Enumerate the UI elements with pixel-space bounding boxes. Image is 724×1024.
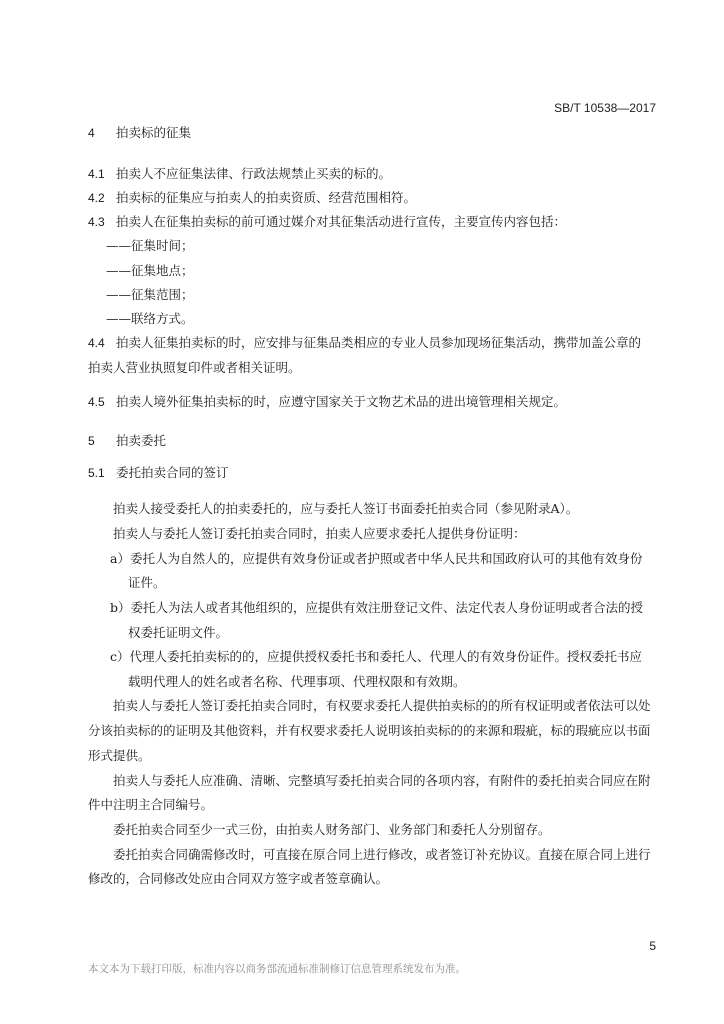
- section-title: 拍卖标的征集: [116, 125, 192, 140]
- section-number: 5: [88, 434, 95, 448]
- list-item: ——征集地点；: [106, 263, 194, 278]
- paragraph-line: 拍卖人接受委托人的拍卖委托的，应与委托人签订书面委托拍卖合同（参见附录A）。: [113, 501, 579, 516]
- list-item-b-continued: 权委托证明文件。: [128, 625, 229, 640]
- paragraph-line: 委托拍卖合同至少一式三份，由拍卖人财务部门、业务部门和委托人分别留存。: [113, 822, 551, 837]
- paragraph-line: 修改的，合同修改处应由合同双方签字或者签章确认。: [88, 871, 389, 886]
- clause-number: 4.5: [88, 395, 105, 409]
- paragraph-line: 拍卖人与委托人应准确、清晰、完整填写委托拍卖合同的各项内容，有附件的委托拍卖合同应在附: [113, 773, 651, 788]
- clause-4-4: [88, 333, 641, 351]
- list-item-a: a）委托人为自然人的，应提供有效身份证或者护照或者中华人民共和国政府认可的其他有效身份: [110, 551, 643, 566]
- clause-text: 拍卖人不应征集法律、行政法规禁止买卖的标的。: [116, 166, 392, 181]
- section-title: 拍卖委托: [116, 433, 167, 448]
- clause-4-5: [88, 392, 566, 410]
- list-item: ——联络方式。: [106, 311, 194, 326]
- clause-number: 4.2: [88, 191, 105, 205]
- list-item-c: c）代理人委托拍卖标的的，应提供授权委托书和委托人、代理人的有效身份证件。授权委托书应: [110, 649, 643, 664]
- clause-text: 拍卖人境外征集拍卖标的时，应遵守国家关于文物艺术品的进出境管理相关规定。: [116, 394, 567, 409]
- subsection-5-1-heading: [88, 463, 229, 481]
- footer-note: 本文本为下载打印版，标准内容以商务部流通标准制修订信息管理系统发布为准。: [88, 963, 466, 975]
- paragraph-line: 委托拍卖合同确需修改时，可直接在原合同上进行修改，或者签订补充协议。直接在原合同上进行: [113, 847, 651, 862]
- section-number: 4: [88, 126, 95, 140]
- clause-text: 拍卖人征集拍卖标的时，应安排与征集品类相应的专业人员参加现场征集活动，携带加盖公章的: [116, 335, 642, 350]
- clause-number: 4.1: [88, 167, 105, 181]
- list-item-c-continued: 载明代理人的姓名或者名称、代理事项、代理权限和有效期。: [128, 674, 466, 689]
- clause-text: 拍卖人在征集拍卖标的前可通过媒介对其征集活动进行宣传，主要宣传内容包括：: [116, 214, 567, 229]
- subsection-number: 5.1: [88, 466, 105, 480]
- section-5-heading: [88, 431, 166, 449]
- paragraph-line: 分该拍卖标的的证明及其他资料，并有权要求委托人说明该拍卖标的的来源和瑕疵，标的瑕疵应以书面: [88, 723, 651, 738]
- paragraph-line: 拍卖人与委托人签订委托拍卖合同时，有权要求委托人提供拍卖标的的所有权证明或者依法可以处: [113, 698, 651, 713]
- standard-code: SB/T 10538—2017: [554, 101, 656, 115]
- clause-4-3: [88, 212, 566, 230]
- list-item: ——征集范围；: [106, 287, 194, 302]
- section-4-heading: [88, 123, 191, 141]
- subsection-title: 委托拍卖合同的签订: [116, 465, 229, 480]
- clause-number: 4.3: [88, 215, 105, 229]
- clause-text: 拍卖标的征集应与拍卖人的拍卖资质、经营范围相符。: [116, 190, 417, 205]
- paragraph-line: 形式提供。: [88, 748, 151, 763]
- clause-4-1: [88, 164, 391, 182]
- clause-4-4-continued: 拍卖人营业执照复印件或者相关证明。: [88, 360, 301, 375]
- clause-number: 4.4: [88, 336, 105, 350]
- list-item-b: b）委托人为法人或者其他组织的，应提供有效注册登记文件、法定代表人身份证明或者合法的授: [110, 600, 644, 615]
- list-item: ——征集时间；: [106, 238, 194, 253]
- paragraph-line: 件中注明主合同编号。: [88, 797, 214, 812]
- clause-4-2: [88, 188, 416, 206]
- paragraph-line: 拍卖人与委托人签订委托拍卖合同时，拍卖人应要求委托人提供身份证明：: [113, 526, 526, 541]
- list-item-a-continued: 证件。: [128, 575, 166, 590]
- page-number: 5: [649, 939, 656, 953]
